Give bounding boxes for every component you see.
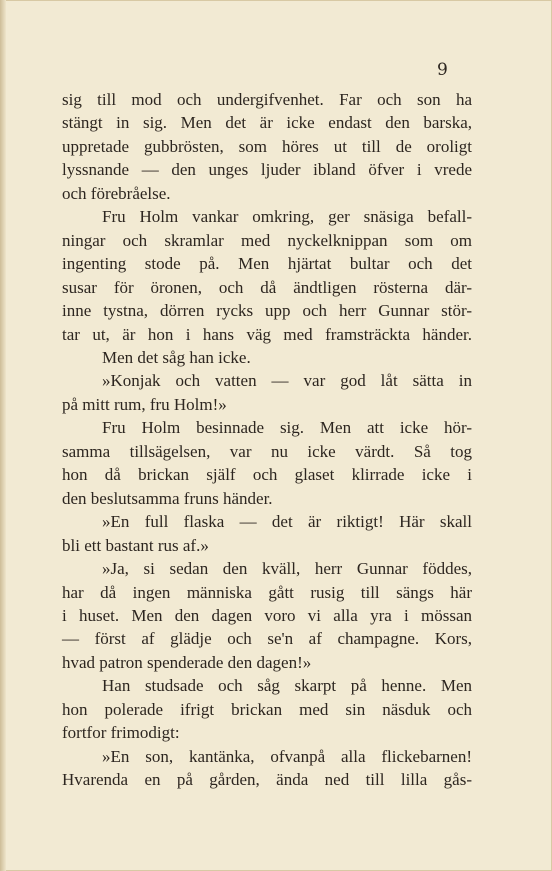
text-line: lyssnande — den unges ljuder ibland öfver i vrede bbox=[62, 160, 472, 180]
text-line: Fru Holm besinnade sig. Men att icke hör- bbox=[102, 418, 472, 438]
text-line: hvad patron spenderade den dagen!» bbox=[62, 652, 312, 672]
text-line: Fru Holm vankar omkring, ger snäsiga befall- bbox=[102, 207, 472, 227]
text-line: Han studsade och såg skarpt på henne. Men bbox=[102, 676, 472, 696]
text-line: hon polerade ifrigt brickan med sin näsduk och bbox=[62, 699, 472, 719]
page-number: 9 bbox=[437, 60, 448, 80]
text-line: på mitt rum, fru Holm!» bbox=[62, 394, 227, 414]
text-line: Hvarenda en på gården, ända ned till lilla gås- bbox=[62, 770, 472, 790]
text-line: tar ut, är hon i hans väg med framsträckta händer. bbox=[62, 324, 472, 344]
text-line: sig till mod och undergifvenhet. Far och son ha bbox=[62, 90, 472, 109]
text-line: »Konjak och vatten — var god låt sätta in bbox=[102, 371, 472, 391]
text-line: »En full flaska — det är riktigt! Här skall bbox=[102, 512, 472, 532]
text-line: fortfor frimodigt: bbox=[62, 723, 180, 743]
text-line: samma tillsägelsen, var nu icke värdt. Så tog bbox=[62, 441, 472, 461]
text-line: »En son, kantänka, ofvanpå alla flickebarnen! bbox=[102, 746, 472, 766]
text-line: Men det såg han icke. bbox=[102, 347, 251, 367]
text-line: »Ja, si sedan den kväll, herr Gunnar föddes, bbox=[102, 559, 472, 579]
text-line: och förebråelse. bbox=[62, 183, 171, 203]
text-line: ingenting stode på. Men hjärtat bultar och det bbox=[62, 254, 472, 274]
text-line: i huset. Men den dagen voro vi alla yra i mössan bbox=[62, 605, 472, 625]
text-line: hon då brickan själf och glaset klirrade icke i bbox=[62, 465, 472, 485]
text-line: uppretade gubbrösten, som höres ut till de oroligt bbox=[62, 136, 472, 156]
text-line: den beslutsamma fruns händer. bbox=[62, 488, 273, 508]
text-line: har då ingen människa gått rusig till sängs här bbox=[62, 582, 472, 602]
text-line: — först af glädje och se'n af champagne. Kors, bbox=[62, 629, 472, 649]
text-line: inne tystna, dörren rycks upp och herr Gunnar stör- bbox=[62, 301, 472, 321]
text-line: bli ett bastant rus af.» bbox=[62, 535, 209, 555]
text-line: susar för öronen, och då ändtligen rösterna där- bbox=[62, 277, 472, 297]
body-text bbox=[62, 88, 472, 792]
page-edge bbox=[0, 0, 6, 871]
text-line: stängt in sig. Men det är icke endast den barska, bbox=[62, 113, 472, 133]
text-line: ningar och skramlar med nyckelknippan som om bbox=[62, 230, 472, 250]
